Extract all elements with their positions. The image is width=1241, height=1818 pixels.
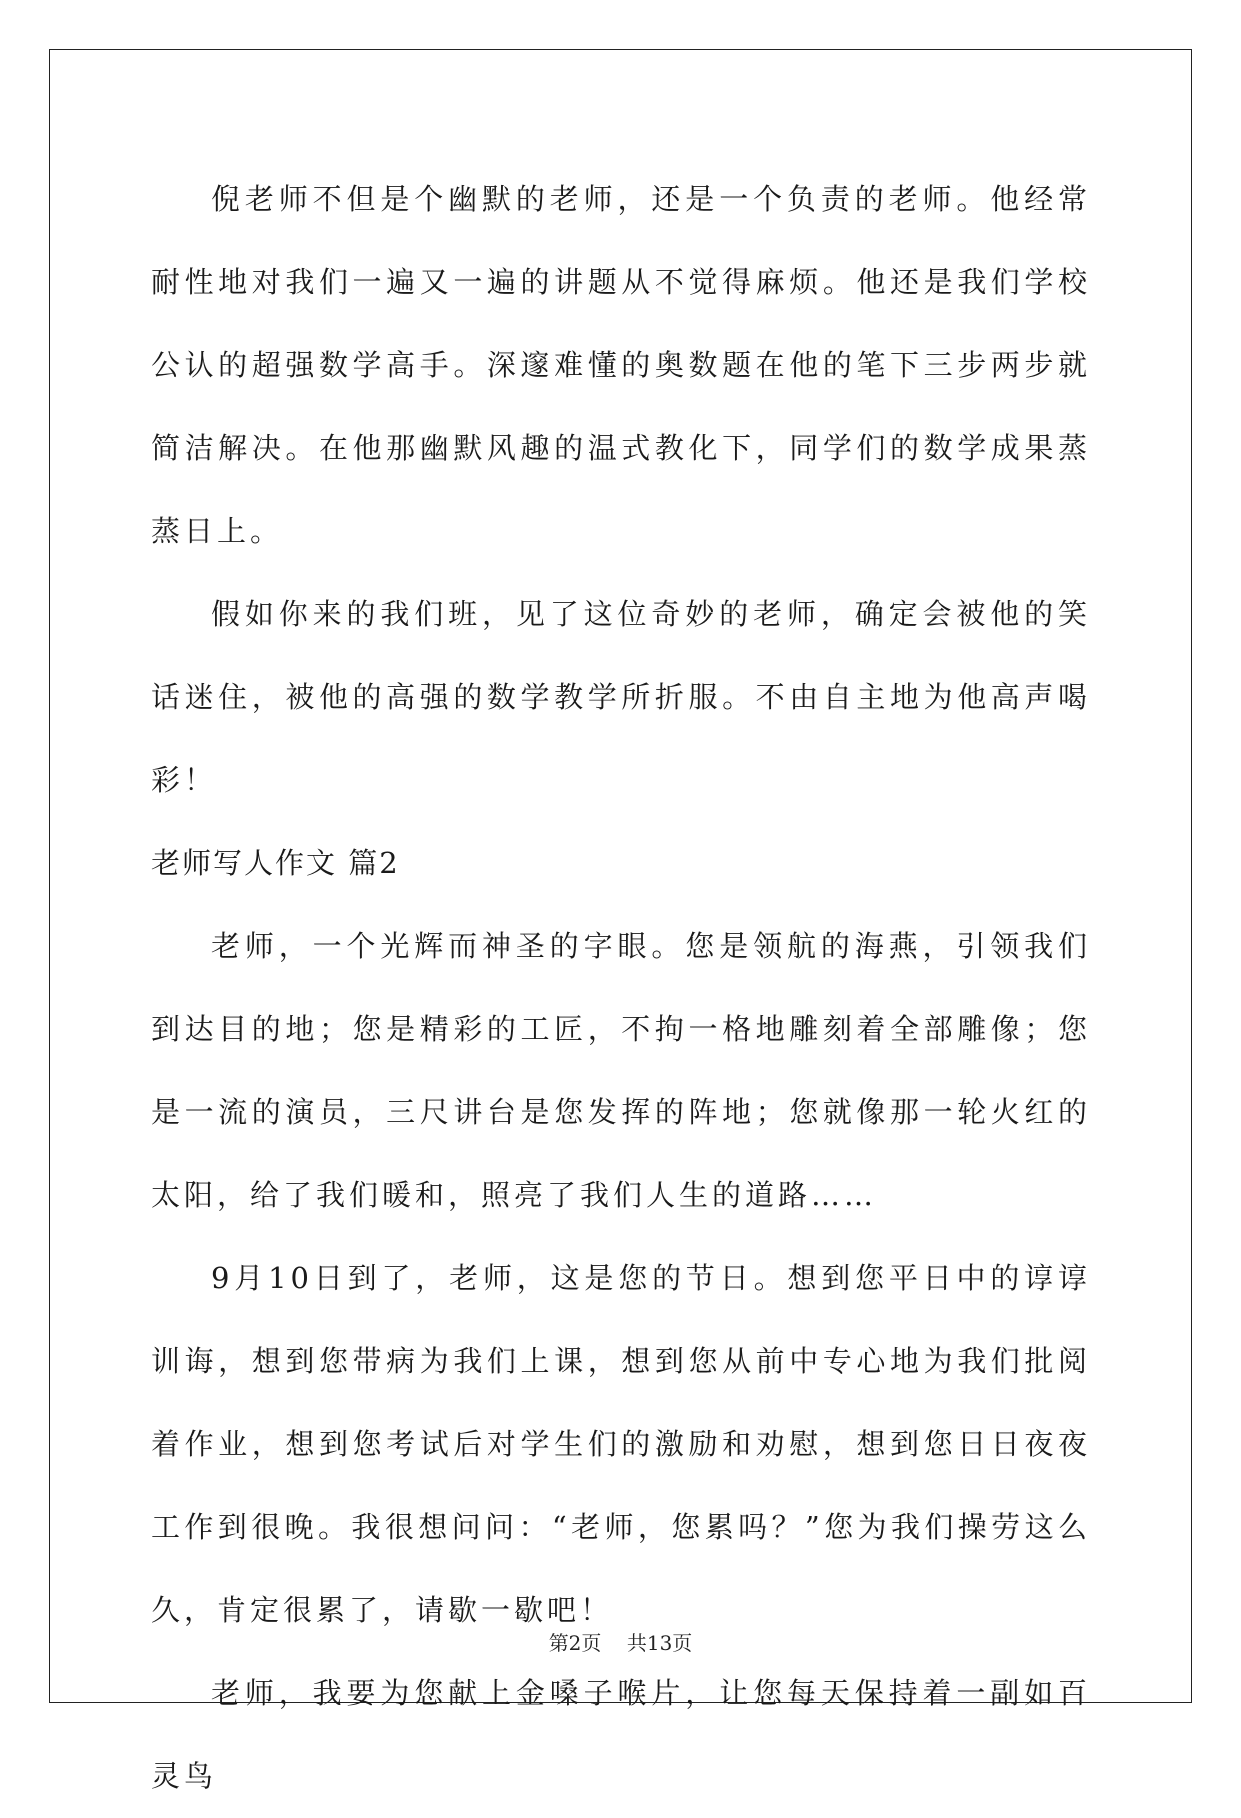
paragraph: 9月10日到了，老师，这是您的节日。想到您平日中的谆谆训诲，想到您带病为我们上课，想到您从前中专心地为我们批阅着作业，想到您考试后对学生们的激励和劝慰，想到您日日夜夜工作到很晚。我很想问问：“老师，您累吗？”您为我们操劳这么久，肯定很累了，请歇一歇吧！	[151, 1261, 1091, 1627]
paragraph: 老师，我要为您献上金嗓子喉片，让您每天保持着一副如百灵鸟	[151, 1676, 1091, 1793]
page-total: 共13页	[626, 1631, 693, 1655]
paragraph: 假如你来的我们班，见了这位奇妙的老师，确定会被他的笑话迷住，被他的高强的数学教学所折服。不由自主地为他高声喝彩！	[151, 597, 1091, 797]
paragraph: 倪老师不但是个幽默的老师，还是一个负责的老师。他经常耐性地对我们一遍又一遍的讲题从不觉得麻烦。他还是我们学校公认的超强数学高手。深邃难懂的奥数题在他的笔下三步两步就简洁解决。在他那幽默风趣的温式教化下，同学们的数学成果蒸蒸日上。	[151, 182, 1091, 548]
page-footer	[0, 1627, 1241, 1656]
paragraph: 老师，一个光辉而神圣的字眼。您是领航的海燕，引领我们到达目的地；您是精彩的工匠，不拘一格地雕刻着全部雕像；您是一流的演员，三尺讲台是您发挥的阵地；您就像那一轮火红的太阳，给了我们暖和，照亮了我们人生的道路……	[151, 929, 1091, 1212]
document-body	[151, 158, 1091, 1818]
section-heading: 老师写人作文 篇2	[151, 846, 400, 880]
page-number: 第2页	[548, 1631, 602, 1655]
